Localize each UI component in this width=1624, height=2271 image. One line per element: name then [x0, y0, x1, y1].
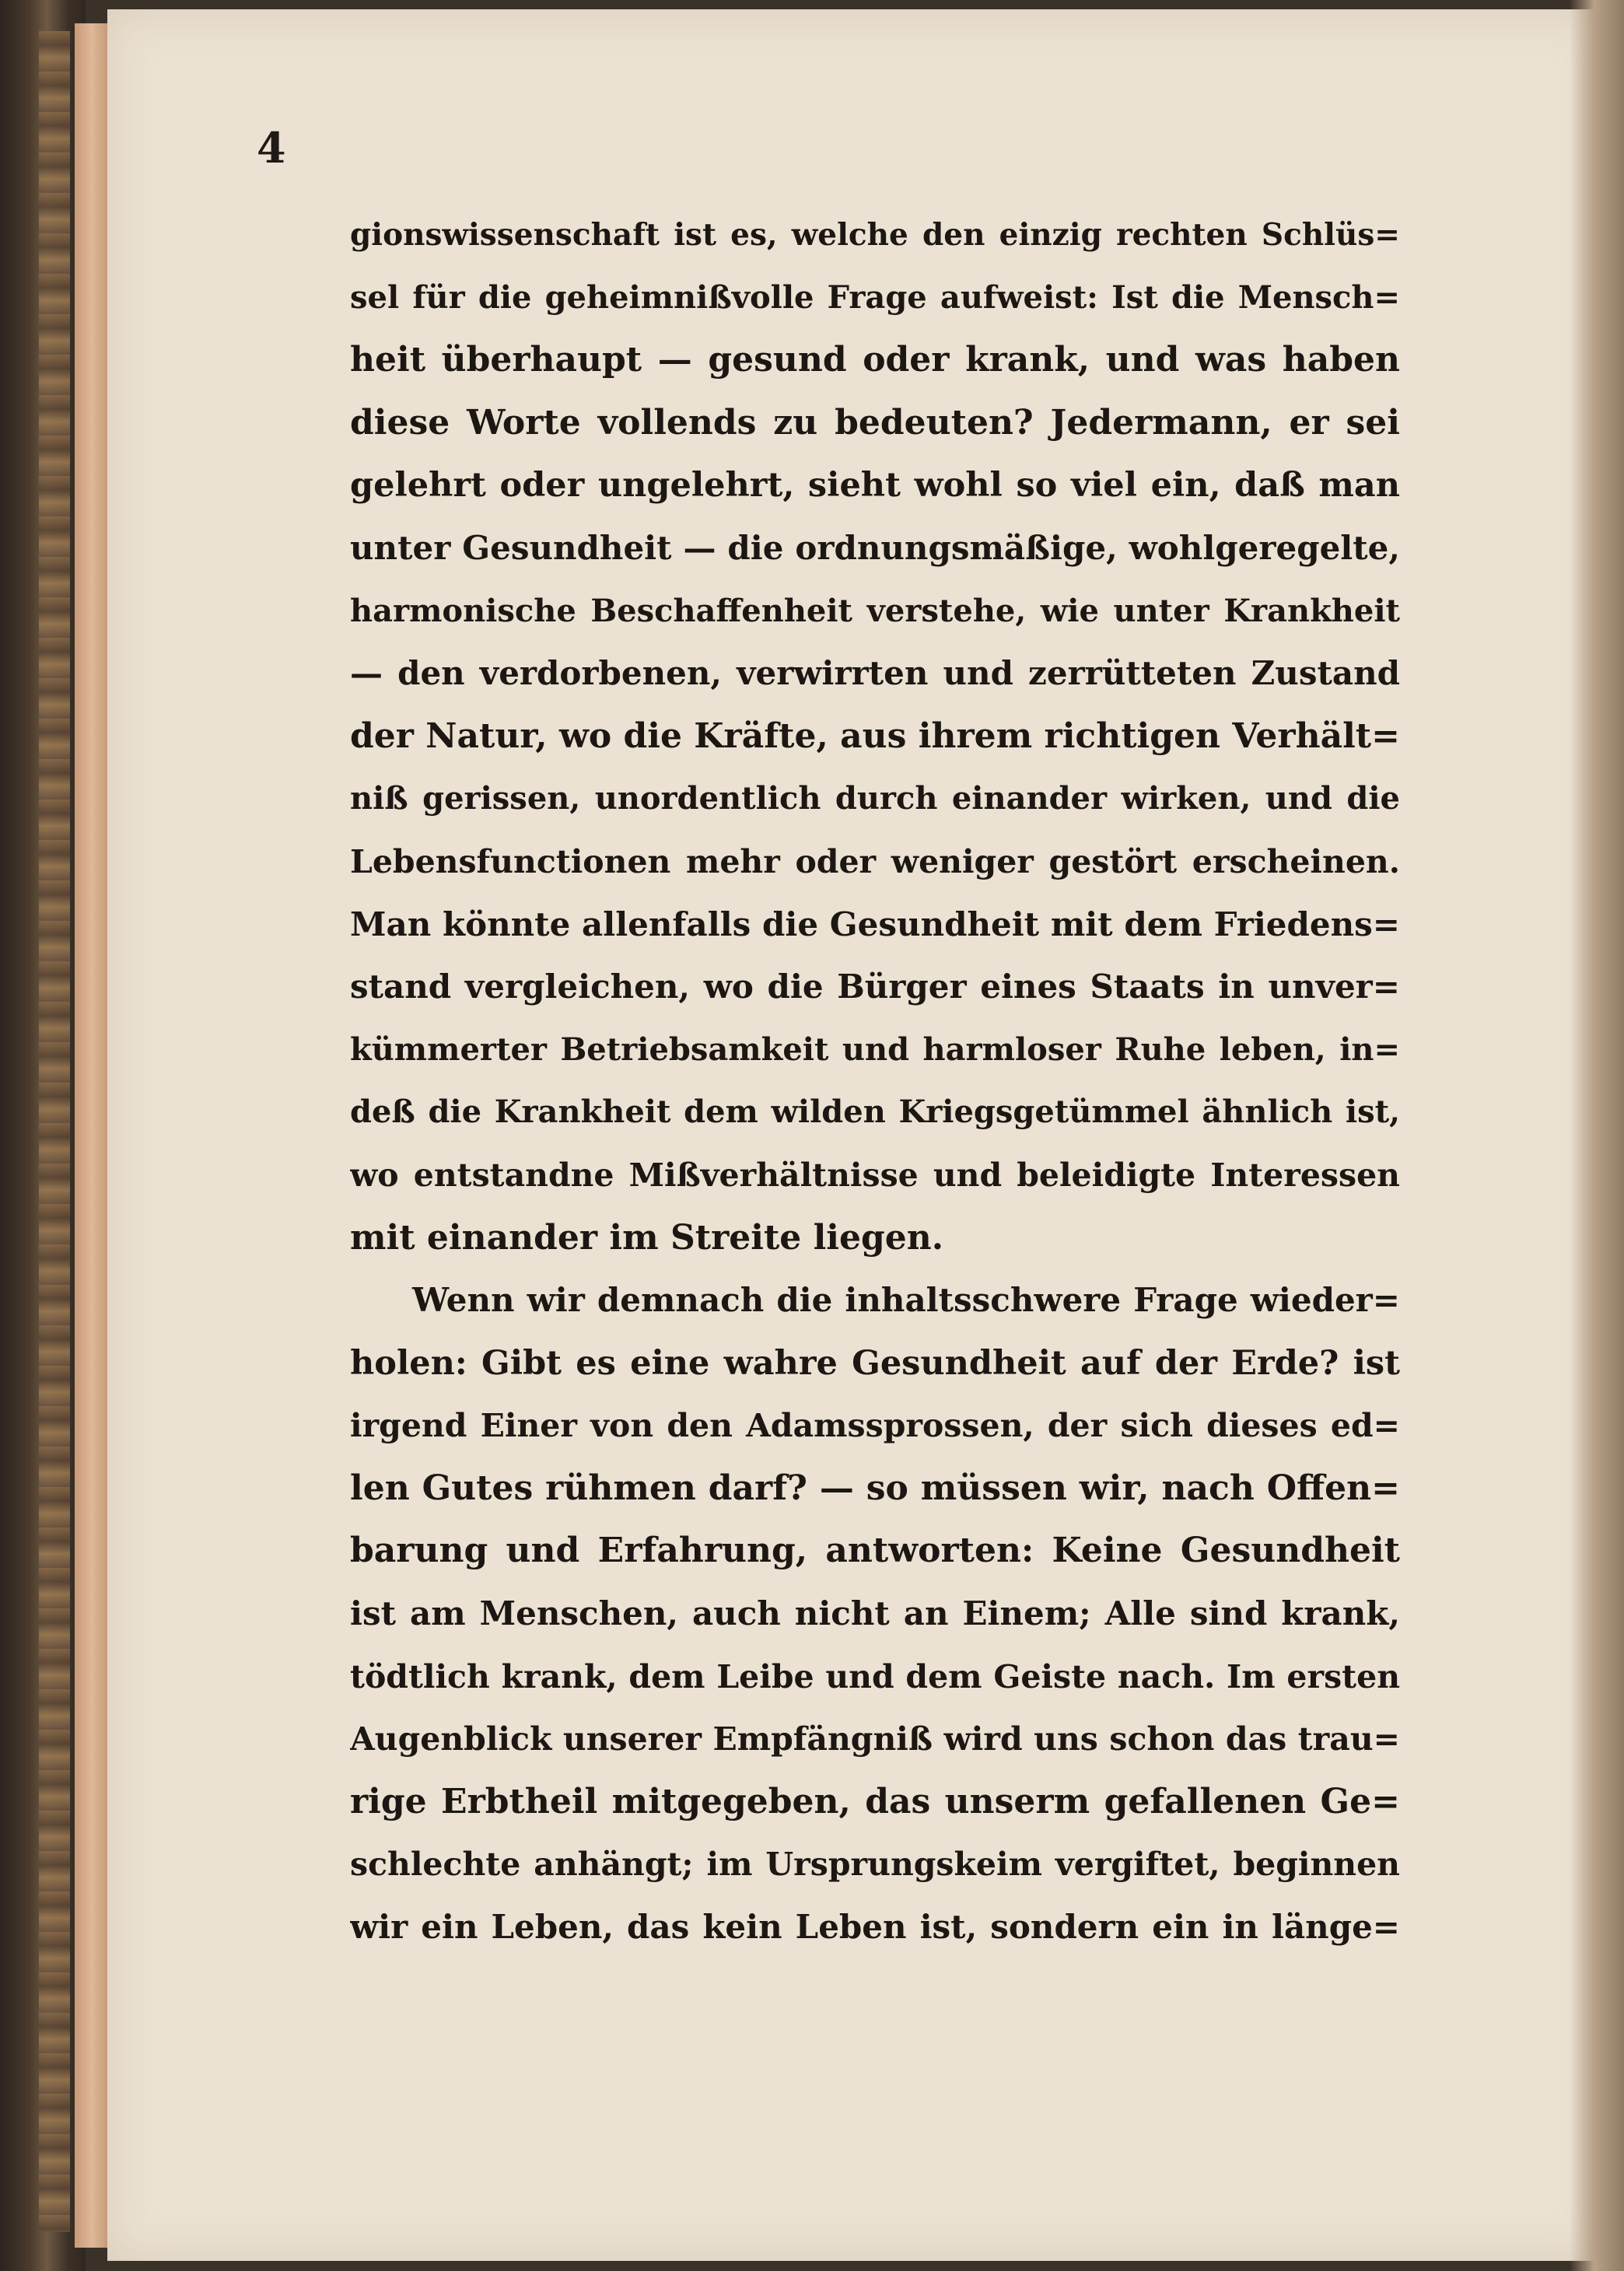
text-line: schlechte anhängt; im Ursprungskeim vergiftet, beginnen — [350, 1846, 1400, 1884]
body-text — [350, 204, 1400, 1959]
text-line: wir ein Leben, das kein Leben ist, sondern ein in länge= — [350, 1908, 1400, 1947]
text-line: unter Gesundheit — die ordnungsmäßige, wohlgeregelte, — [350, 528, 1400, 567]
text-line: tödtlich krank, dem Leibe und dem Geiste nach. Im ersten — [350, 1657, 1400, 1695]
text-line: Augenblick unserer Empfängniß wird uns schon das trau= — [350, 1720, 1400, 1758]
text-line: der Natur, wo die Kräfte, aus ihrem richtigen Verhält= — [350, 716, 1400, 756]
text-line: wo entstandne Mißverhältnisse und beleidigte Interessen — [350, 1156, 1400, 1194]
text-line: Lebensfunctionen mehr oder weniger gestört erscheinen. — [350, 842, 1400, 880]
text-line: irgend Einer von den Adamssprossen, der sich dieses ed= — [350, 1407, 1400, 1445]
text-line: rige Erbtheil mitgegeben, das unserm gefallenen Ge= — [350, 1781, 1400, 1821]
text-line: len Gutes rühmen darf? — so müssen wir, nach Offen= — [350, 1468, 1400, 1508]
text-line: gelehrt oder ungelehrt, sieht wohl so viel ein, daß man — [350, 466, 1400, 506]
page-edge — [75, 23, 109, 2248]
text-line: Man könnte allenfalls die Gesundheit mit dem Friedens= — [350, 905, 1400, 943]
text-line: harmonische Beschaffenheit verstehe, wie unter Krankheit — [350, 592, 1400, 629]
text-line: stand vergleichen, wo die Bürger eines Staats in unver= — [350, 968, 1400, 1006]
text-line: ist am Menschen, auch nicht an Einem; Alle sind krank, — [350, 1594, 1400, 1633]
text-line: diese Worte vollends zu bedeuten? Jedermann, er sei — [350, 402, 1400, 443]
text-line: deß die Krankheit dem wilden Kriegsgetümmel ähnlich ist, — [350, 1094, 1400, 1131]
marbled-cover-edge — [39, 31, 70, 2232]
text-line: sel für die geheimnißvolle Frage aufweist: Ist die Mensch= — [350, 278, 1400, 316]
text-line: barung und Erfahrung, antworten: Keine Gesundheit — [350, 1531, 1400, 1571]
paragraph-start-line: Wenn wir demnach die inhaltsschwere Frage wieder= — [412, 1281, 1400, 1320]
text-line: gionswissenschaft ist es, welche den einzig rechten Schlüs= — [350, 217, 1400, 253]
text-line: kümmerter Betriebsamkeit und harmloser Ruhe leben, in= — [350, 1031, 1400, 1068]
text-line: holen: Gibt es eine wahre Gesundheit auf der Erde? ist — [350, 1343, 1400, 1383]
paragraph-end-line: mit einander im Streite liegen. — [350, 1217, 944, 1258]
text-line: heit überhaupt — gesund oder krank, und was haben — [350, 340, 1400, 380]
text-line: — den verdorbenen, verwirrten und zerrütteten Zustand — [350, 654, 1400, 693]
text-line: niß gerissen, unordentlich durch einander wirken, und die — [350, 780, 1400, 817]
gutter-shadow — [1570, 0, 1624, 2271]
page-number: 4 — [257, 123, 286, 173]
